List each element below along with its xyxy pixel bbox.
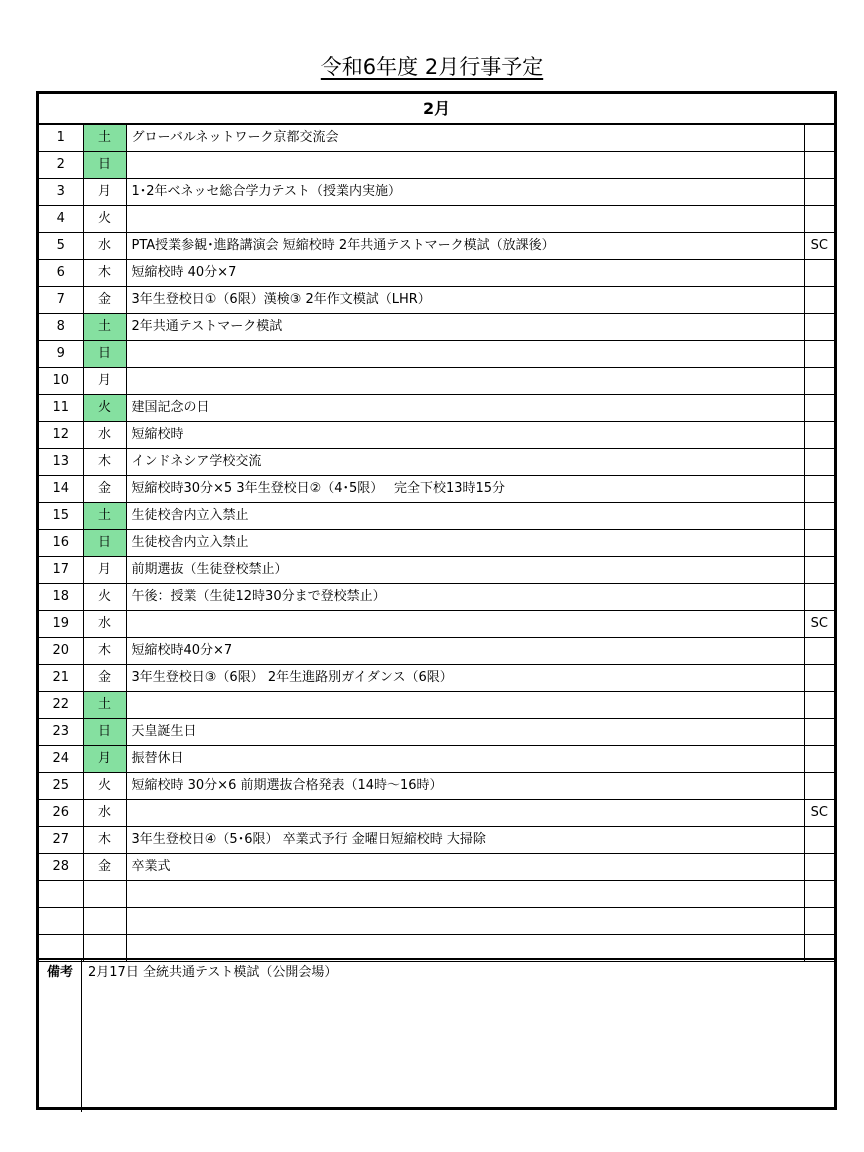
weekday-cell: 日 bbox=[83, 152, 126, 179]
event-cell bbox=[126, 800, 804, 827]
day-cell: 18 bbox=[39, 584, 83, 611]
note-cell bbox=[804, 719, 834, 746]
schedule-row bbox=[39, 557, 834, 584]
note-cell bbox=[804, 638, 834, 665]
weekday-cell: 火 bbox=[83, 584, 126, 611]
schedule-row bbox=[39, 854, 834, 881]
schedule-row bbox=[39, 908, 834, 935]
day-cell: 11 bbox=[39, 395, 83, 422]
weekday-cell: 月 bbox=[83, 746, 126, 773]
schedule-body bbox=[39, 94, 834, 962]
note-cell bbox=[804, 773, 834, 800]
schedule-row bbox=[39, 206, 834, 233]
note-cell: SC bbox=[804, 800, 834, 827]
day-cell: 8 bbox=[39, 314, 83, 341]
schedule-row bbox=[39, 179, 834, 206]
event-cell: 天皇誕生日 bbox=[126, 719, 804, 746]
event-cell bbox=[126, 206, 804, 233]
event-cell bbox=[126, 611, 804, 638]
event-cell: 短縮校時 40分×7 bbox=[126, 260, 804, 287]
weekday-cell: 火 bbox=[83, 773, 126, 800]
note-cell bbox=[804, 692, 834, 719]
day-cell: 25 bbox=[39, 773, 83, 800]
day-cell: 5 bbox=[39, 233, 83, 260]
schedule-row bbox=[39, 692, 834, 719]
day-cell: 1 bbox=[39, 124, 83, 152]
schedule-row bbox=[39, 395, 834, 422]
weekday-cell: 土 bbox=[83, 503, 126, 530]
note-cell bbox=[804, 557, 834, 584]
day-cell bbox=[39, 881, 83, 908]
page-title-text: 令和6年度 2月行事予定 bbox=[320, 55, 544, 79]
day-cell: 12 bbox=[39, 422, 83, 449]
weekday-cell: 日 bbox=[83, 341, 126, 368]
schedule-row bbox=[39, 124, 834, 152]
event-cell: グローバルネットワーク京都交流会 bbox=[126, 124, 804, 152]
remarks-section bbox=[39, 958, 834, 1112]
note-cell bbox=[804, 206, 834, 233]
schedule-row bbox=[39, 233, 834, 260]
weekday-cell: 水 bbox=[83, 422, 126, 449]
event-cell: 短縮校時40分×7 bbox=[126, 638, 804, 665]
day-cell: 2 bbox=[39, 152, 83, 179]
note-cell bbox=[804, 584, 834, 611]
month-header: 2月 bbox=[39, 94, 834, 124]
event-cell: PTA授業参観･進路講演会 短縮校時 2年共通テストマーク模試（放課後） bbox=[126, 233, 804, 260]
weekday-cell: 月 bbox=[83, 368, 126, 395]
day-cell: 22 bbox=[39, 692, 83, 719]
event-cell: 3年生登校日④（5･6限） 卒業式予行 金曜日短縮校時 大掃除 bbox=[126, 827, 804, 854]
day-cell: 23 bbox=[39, 719, 83, 746]
day-cell: 24 bbox=[39, 746, 83, 773]
event-cell bbox=[126, 368, 804, 395]
day-cell: 26 bbox=[39, 800, 83, 827]
event-cell: 生徒校舎内立入禁止 bbox=[126, 530, 804, 557]
note-cell bbox=[804, 476, 834, 503]
event-cell: 短縮校時30分×5 3年生登校日②（4･5限） 完全下校13時15分 bbox=[126, 476, 804, 503]
schedule-row bbox=[39, 449, 834, 476]
event-cell: 3年生登校日①（6限）漢検③ 2年作文模試（LHR） bbox=[126, 287, 804, 314]
note-cell bbox=[804, 854, 834, 881]
weekday-cell bbox=[83, 908, 126, 935]
schedule-row bbox=[39, 152, 834, 179]
schedule-row bbox=[39, 638, 834, 665]
event-cell: 前期選抜（生徒登校禁止） bbox=[126, 557, 804, 584]
event-cell bbox=[126, 908, 804, 935]
remarks-label: 備考 bbox=[39, 960, 82, 1112]
day-cell: 19 bbox=[39, 611, 83, 638]
day-cell: 27 bbox=[39, 827, 83, 854]
event-cell: インドネシア学校交流 bbox=[126, 449, 804, 476]
weekday-cell: 金 bbox=[83, 854, 126, 881]
event-cell bbox=[126, 881, 804, 908]
day-cell: 17 bbox=[39, 557, 83, 584]
note-cell bbox=[804, 665, 834, 692]
day-cell: 15 bbox=[39, 503, 83, 530]
event-cell: 3年生登校日③（6限） 2年生進路別ガイダンス（6限） bbox=[126, 665, 804, 692]
note-cell bbox=[804, 341, 834, 368]
note-cell bbox=[804, 124, 834, 152]
weekday-cell: 水 bbox=[83, 611, 126, 638]
weekday-cell: 水 bbox=[83, 800, 126, 827]
note-cell bbox=[804, 530, 834, 557]
remarks-text: 2月17日 全統共通テスト模試（公開会場） bbox=[88, 965, 338, 980]
note-cell bbox=[804, 827, 834, 854]
schedule-row bbox=[39, 530, 834, 557]
note-cell bbox=[804, 179, 834, 206]
event-cell: 建国記念の日 bbox=[126, 395, 804, 422]
event-cell: 午後：授業（生徒12時30分まで登校禁止） bbox=[126, 584, 804, 611]
event-cell: 振替休日 bbox=[126, 746, 804, 773]
event-cell: 短縮校時 30分×6 前期選抜合格発表（14時～16時） bbox=[126, 773, 804, 800]
day-cell: 4 bbox=[39, 206, 83, 233]
note-cell bbox=[804, 746, 834, 773]
event-cell bbox=[126, 692, 804, 719]
note-cell bbox=[804, 881, 834, 908]
weekday-cell: 月 bbox=[83, 179, 126, 206]
weekday-cell: 木 bbox=[83, 449, 126, 476]
schedule-row bbox=[39, 746, 834, 773]
weekday-cell: 木 bbox=[83, 827, 126, 854]
schedule-row bbox=[39, 773, 834, 800]
note-cell bbox=[804, 152, 834, 179]
schedule-row bbox=[39, 368, 834, 395]
schedule-row bbox=[39, 287, 834, 314]
note-cell bbox=[804, 260, 834, 287]
day-cell: 6 bbox=[39, 260, 83, 287]
event-cell: 短縮校時 bbox=[126, 422, 804, 449]
weekday-cell: 木 bbox=[83, 260, 126, 287]
note-cell bbox=[804, 422, 834, 449]
schedule-row bbox=[39, 341, 834, 368]
note-cell bbox=[804, 368, 834, 395]
schedule-frame bbox=[36, 91, 837, 1110]
note-cell bbox=[804, 395, 834, 422]
event-cell: 2年共通テストマーク模試 bbox=[126, 314, 804, 341]
schedule-row bbox=[39, 800, 834, 827]
event-cell: 1･2年ベネッセ総合学力テスト（授業内実施） bbox=[126, 179, 804, 206]
day-cell: 9 bbox=[39, 341, 83, 368]
note-cell: SC bbox=[804, 233, 834, 260]
schedule-row bbox=[39, 881, 834, 908]
day-cell: 13 bbox=[39, 449, 83, 476]
note-cell bbox=[804, 314, 834, 341]
schedule-table bbox=[39, 94, 834, 962]
day-cell: 20 bbox=[39, 638, 83, 665]
event-cell: 生徒校舎内立入禁止 bbox=[126, 503, 804, 530]
event-cell bbox=[126, 341, 804, 368]
weekday-cell: 金 bbox=[83, 665, 126, 692]
day-cell: 7 bbox=[39, 287, 83, 314]
note-cell: SC bbox=[804, 611, 834, 638]
schedule-row bbox=[39, 611, 834, 638]
event-cell bbox=[126, 152, 804, 179]
note-cell bbox=[804, 287, 834, 314]
day-cell: 10 bbox=[39, 368, 83, 395]
schedule-row bbox=[39, 503, 834, 530]
weekday-cell: 木 bbox=[83, 638, 126, 665]
schedule-row bbox=[39, 314, 834, 341]
weekday-cell bbox=[83, 881, 126, 908]
weekday-cell: 土 bbox=[83, 124, 126, 152]
schedule-row bbox=[39, 665, 834, 692]
schedule-row bbox=[39, 260, 834, 287]
note-cell bbox=[804, 503, 834, 530]
weekday-cell: 金 bbox=[83, 476, 126, 503]
schedule-row bbox=[39, 827, 834, 854]
weekday-cell: 日 bbox=[83, 530, 126, 557]
event-cell: 卒業式 bbox=[126, 854, 804, 881]
weekday-cell: 土 bbox=[83, 314, 126, 341]
weekday-cell: 日 bbox=[83, 719, 126, 746]
weekday-cell: 火 bbox=[83, 395, 126, 422]
page-title bbox=[0, 52, 864, 82]
month-header-row bbox=[39, 94, 834, 124]
day-cell: 14 bbox=[39, 476, 83, 503]
schedule-row bbox=[39, 584, 834, 611]
day-cell: 21 bbox=[39, 665, 83, 692]
day-cell: 28 bbox=[39, 854, 83, 881]
weekday-cell: 水 bbox=[83, 233, 126, 260]
weekday-cell: 月 bbox=[83, 557, 126, 584]
day-cell: 3 bbox=[39, 179, 83, 206]
schedule-row bbox=[39, 719, 834, 746]
schedule-row bbox=[39, 476, 834, 503]
schedule-row bbox=[39, 422, 834, 449]
weekday-cell: 金 bbox=[83, 287, 126, 314]
day-cell bbox=[39, 908, 83, 935]
note-cell bbox=[804, 908, 834, 935]
weekday-cell: 火 bbox=[83, 206, 126, 233]
weekday-cell: 土 bbox=[83, 692, 126, 719]
day-cell: 16 bbox=[39, 530, 83, 557]
note-cell bbox=[804, 449, 834, 476]
